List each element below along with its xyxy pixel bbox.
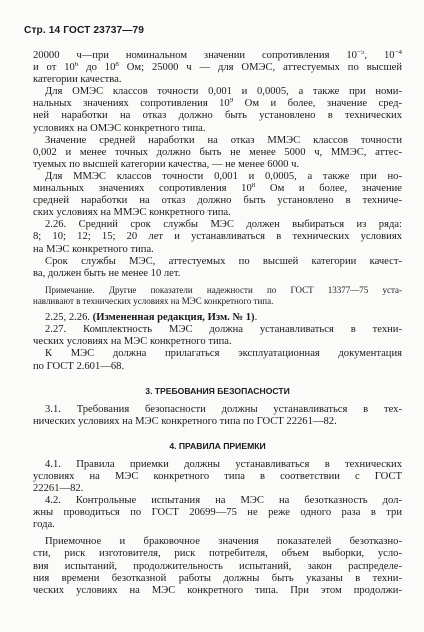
- text-line: ва, должен быть не менее 10 лет.: [33, 267, 181, 279]
- text-line: [33, 50, 402, 62]
- text-fragment: , 10: [364, 50, 395, 61]
- text-line: [33, 183, 402, 195]
- text-line: ческих условиях на МЭС конкретного типа.: [33, 336, 232, 348]
- paragraph: [33, 171, 402, 219]
- text-line: 0,002 и менее точных должно быть не менее 5000 ч, ММЭС, аттес-: [33, 146, 402, 158]
- text-line: туемых по высшей категории качества, — не менее 6000 ч.: [33, 158, 300, 170]
- paragraph: [33, 86, 402, 134]
- text-line: 2.27. Комплектность МЭС должна устанавливаться в техни-: [45, 324, 402, 336]
- text-line: по ГОСТ 2.601—68.: [33, 360, 125, 372]
- text-fragment: 20000 ч—при номинальном значении сопротивления 10: [33, 50, 357, 61]
- text-line: 22261—82.: [33, 483, 84, 494]
- text-line: 8; 10; 12; 15; 20 лет и устанавливаться в технических условиях: [33, 231, 402, 243]
- text-line: нических условиях на МЭС конкретного типа по ГОСТ 22261—82.: [33, 415, 337, 427]
- superscript: 6: [74, 62, 79, 69]
- text-line: средней наработки на отказ должно быть установлено в техниче-: [33, 195, 402, 207]
- text-line: на МЭС конкретного типа.: [33, 243, 154, 255]
- text-line: года.: [33, 519, 55, 531]
- text-line: Срок службы МЭС, аттестуемых по высшей категории качест-: [45, 255, 402, 267]
- paragraph: [33, 495, 402, 531]
- text-line: ния времени безотказной работы должны быть указаны в техни-: [33, 572, 402, 584]
- text-line: 2.26. Средний срок службы МЭС должен выбираться из ряда:: [45, 219, 402, 231]
- text-line: навливают в технических условиях на МЭС конкретного типа.: [33, 295, 274, 306]
- section-heading: 3. ТРЕБОВАНИЯ БЕЗОПАСНОСТИ: [145, 385, 290, 396]
- paragraph: [33, 459, 402, 495]
- text-line: 4.1. Правила приемки должны устанавливаться в технических: [45, 458, 402, 470]
- superscript: −5: [356, 50, 365, 56]
- text-fragment: нальных значениях сопротивления 10: [33, 98, 230, 110]
- note: [33, 285, 402, 307]
- paragraph: [33, 50, 402, 86]
- amendment-note: (Измененная редакция, Изм. № 1): [92, 312, 255, 324]
- document-body: [33, 50, 402, 597]
- superscript: −4: [394, 50, 402, 56]
- text-fragment: до 10: [78, 62, 116, 74]
- spacer: [33, 428, 402, 438]
- text-line: условиях на МЭС конкретного типа в соответствии с ГОСТ: [33, 470, 402, 482]
- paragraph: [33, 135, 402, 171]
- text-line: [33, 98, 402, 110]
- superscript: 8: [251, 183, 256, 190]
- text-line: Примечание. Другие показатели надежности по ГОСТ 13377—75 уста-: [45, 284, 402, 295]
- superscript: 9: [229, 98, 234, 105]
- text-fragment: 2.25, 2.26.: [45, 312, 93, 324]
- text-fragment: минальных значениях сопротивления 10: [33, 183, 252, 195]
- text-fragment: и от 10: [33, 62, 75, 74]
- paragraph: [33, 256, 402, 280]
- paragraph: [33, 404, 402, 428]
- text-line: вия испытаний, продолжительность испытаний, закон распределе-: [33, 560, 402, 572]
- text-line: Для ММЭС классов точности 0,001 и 0,0005, а также при но-: [45, 170, 402, 182]
- paragraph: [33, 219, 402, 255]
- paragraph: [33, 324, 402, 348]
- page-header: Стр. 14 ГОСТ 23737—79: [24, 25, 145, 36]
- text-line: ней наработки на отказ должно быть установлено в технических: [33, 110, 402, 122]
- paragraph: [33, 348, 402, 372]
- text-fragment: .: [254, 312, 258, 324]
- text-line: Приемочное и браковочное значения показателей безотказно-: [45, 536, 402, 548]
- text-line: 3.1. Требования безопасности должны устанавливаться в тех-: [45, 403, 402, 415]
- text-line: сти, риск изготовителя, риск потребителя, объем выборки, усло-: [33, 548, 402, 560]
- text-line: условиях на ОМЭС конкретного типа.: [33, 122, 206, 134]
- section-heading: 4. ПРАВИЛА ПРИЕМКИ: [169, 440, 266, 451]
- text-fragment: Ом; 25000 ч — для ОМЭС, аттестуемых по высшей: [118, 62, 402, 74]
- spacer: [33, 373, 402, 383]
- text-line: 4.2. Контрольные испытания на МЭС на безотказность дол-: [45, 495, 402, 507]
- paragraph: [33, 312, 402, 324]
- paragraph: [33, 536, 402, 596]
- text-line: Для ОМЭС классов точности 0,001 и 0,0005, а также при номи-: [45, 86, 402, 98]
- text-line: жны проводиться по ГОСТ 20699—75 не реже одного раза в три: [33, 507, 402, 519]
- text-line: ческих условиях на МЭС конкретного типа. При этом продолжи-: [33, 584, 402, 596]
- text-line: Значение средней наработки на отказ ММЭС классов точности: [45, 134, 402, 146]
- text-fragment: Ом и более, значение: [255, 183, 402, 195]
- text-line: ских условиях на ММЭС конкретного типа.: [33, 207, 231, 219]
- text-line: категории качества.: [33, 74, 122, 86]
- text-line: К МЭС должна прилагаться эксплуатационная документация: [45, 348, 402, 360]
- superscript: 8: [115, 62, 119, 69]
- text-line: [33, 62, 402, 74]
- text-fragment: Ом и более, значение сред-: [233, 98, 402, 110]
